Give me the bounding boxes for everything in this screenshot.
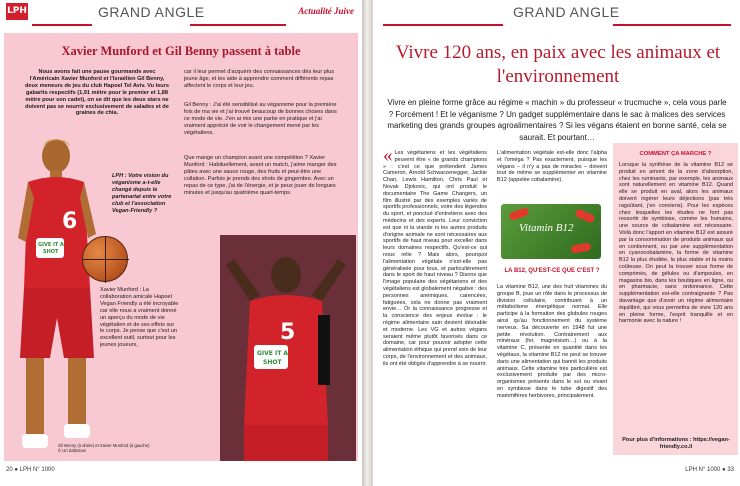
caption-text: Gil Benny (à droite) et Xavier Munford (à gauche) bbox=[58, 443, 150, 448]
pill-icon bbox=[570, 242, 591, 253]
image-label: Vitamin B12 bbox=[519, 222, 574, 234]
rubric-label: Actualité Juive bbox=[298, 6, 354, 16]
subheading: LA B12, QU'EST-CE QUE C'EST ? bbox=[504, 268, 600, 274]
article-column-2: L'alimentation végétale est-elle donc l'alpha et l'oméga ? Pas exactement, puisque les végans – il n'y a pas de miracles – doivent tout de même se supplémenter en vitamine B12 (appelée cobalamine). bbox=[497, 150, 607, 184]
vitamin-b12-image bbox=[501, 204, 601, 259]
page-folio: 20 ● LPH N° 1000 bbox=[6, 467, 55, 473]
right-page bbox=[373, 0, 740, 486]
header-rule bbox=[383, 24, 503, 26]
article-paragraph: car il leur permet d'acquérir des connaissances dès leur plus jeune âge, et les aide à apprendre comment différents repas affectent le corps et leur jeu. bbox=[184, 69, 334, 89]
section-title: GRAND ANGLE bbox=[513, 4, 620, 20]
header-rule bbox=[613, 24, 731, 26]
article-title: Vivre 120 ans, en paix avec les animaux et l'environnement bbox=[395, 42, 721, 87]
sidebar-box-text: Lorsque la synthèse de la vitamine B12 se produit en amont de la zone d'absorption, chez les ruminants, par exemple, les animaux sont naturellement en vitamine B12. Quand elle se produit en aval, alors les animaux doivent ingérer leurs déjections (pas très ragoûtant, j'en conviens). Pour les espèces chez lesquelles les études ne font pas ressortir de symbiose, comme les humains, une source de cobalamine est nécessaire. Voilà donc l'apport en vitamine B12 est assuré par la consommation de produits animaux qui en contiennent, ou par une supplémentation en cyanocobalamine, la forme de vitamine B12 la plus étudiée, la plus stable et la moins coûteuse. On peut la trouver sous forme de comprimés, de gélules ou d'ampoules, en magasins bio, dans les boutiques en ligne, ou en pharmacie, sans ordonnance. Cette supplémentation est-elle contraignante ? Pas davantage que d'avoir un régime alimentaire équilibré, qui vous permettra de vivre 120 ans en pleine forme, l'esprit tranquille et en harmonie avec la nature ! bbox=[619, 162, 733, 325]
page-header bbox=[0, 0, 362, 26]
pill-icon bbox=[508, 207, 530, 221]
svg-text:SHOT: SHOT bbox=[263, 359, 282, 366]
header-rule bbox=[190, 24, 286, 26]
page-gutter bbox=[362, 0, 373, 486]
photo-caption bbox=[58, 443, 149, 453]
svg-text:SHOT: SHOT bbox=[43, 249, 59, 255]
article-title: Xavier Munford et Gil Benny passent à table bbox=[61, 44, 301, 58]
player-photo-benny bbox=[220, 235, 356, 461]
left-page bbox=[0, 0, 362, 486]
article-paragraph: Gil Benny : J'ai été sensibilisé au véganisme pour la première fois de ma vie et j'ai trouvé beaucoup de bonnes choses dans ce mode de vie. J'en ai mis une partie en pratique et j'ai vraiment apprécié de voir le changement mené par les végétaliens. bbox=[184, 102, 337, 136]
basketball bbox=[82, 236, 128, 282]
svg-text:GIVE IT A: GIVE IT A bbox=[257, 350, 289, 357]
photo-credit: © Uri Zaltzman bbox=[58, 448, 86, 453]
page-folio: LPH N° 1000 ● 33 bbox=[685, 467, 734, 473]
interview-answer: Xavier Munford : La collaboration amicale Hapoel Vegan Friendly a été incroyable car elle nous a vraiment donné un aperçu du mode de vie végétalien et de ses effets sur le corps. Je pense que c'est un excellent outil, surtout pour les jeunes joueurs, bbox=[100, 287, 179, 349]
svg-text:5: 5 bbox=[280, 320, 296, 345]
header-rule bbox=[32, 24, 92, 26]
sidebar-box-info: Pour plus d'informations : https://vegan-friendly.co.il bbox=[622, 437, 730, 450]
article-column-1 bbox=[383, 145, 487, 368]
column-text: Les végétariens et les végétaliens peuvent être « de grands champions » : c'est ce que prétendent James Cameron, Arnold Schwarzenegger, Jackie Chan, Lewis Hamilton, Chris Paul et Novak Djokovic, qui ont produit le documentaire The Game Changers, un film illustré par des exemples variés de sportifs professionnels, voire des légendes du sport, et ponctué d'entretiens avec des médecins et des experts. Leur conviction est que ni la viande ni les autres produits d'origine animale ne sont nécessaires aux sportifs de haut niveau pour exceller dans leurs domaines respectifs. Qu'est-ce qui nous relie ? Mais alors, pourquoi l'alimentation végétale n'est-elle pas généralisée pour tous, et particulièrement dans le sport de haut niveau ? Disons que l'image populaire des végétariens et des végétaliens est globalement négative : des personnes anémiques, carencées, fatiguées, cela ne donne pas vraiment envie… Or la connaissance progresse et la conscience des enjeux évolue : le régime alimentaire sain devient désirable et moderne. Les VG et autres végans seraient même plutôt favorisés dans ce domaine, car pour pouvoir adopter cette alimentation éthique qui prend soin de leur corps, de l'environnement et des animaux, ils ont été obligés d'apprendre à se nourrir. bbox=[383, 150, 487, 367]
article-intro: Nous avons fait une pause gourmande avec l'Américain Xavier Munford et l'Israélien Gil Benny, deux meneurs de jeu du club Hapoel Tel Aviv. Vu leurs gabarits respectifs (1,91 mètre pour le premier et 1,88 mètre pour son cadet), on se dit que les deux stars ne doivent pas se nourrir exclusivement de salades et de graines de chia. bbox=[24, 69, 170, 117]
jersey-sponsor-text: GIVE IT A bbox=[38, 242, 64, 248]
lph-logo: LPH bbox=[6, 3, 28, 20]
player-photo-munford bbox=[10, 138, 110, 460]
quote-mark-icon: « bbox=[383, 145, 393, 166]
svg-text:6: 6 bbox=[62, 209, 78, 234]
pill-icon bbox=[574, 208, 596, 224]
section-title: GRAND ANGLE bbox=[98, 4, 205, 20]
article-paragraph: Que mange un champion avant une compétition ? Xavier Munford : Habituellement, avant un match, j'aime manger des pâtes avec une sauce rouge, des fruits et peut-être une collation. Parfois je prends des shots de gingembre. Avec un repas de ce type, j'ai de l'énergie, et je peux jouer de longues minutes et jusqu'au quatrième quart-temps. bbox=[184, 155, 337, 196]
article-lead: Vivre en pleine forme grâce au régime « machin » du professeur « trucmuche », cela vous parle ? Forcément ! Et le véganisme ? Un gadget supplémentaire dans le sac à malices des services marketing des grands groupes agroalimentaires ? Si les végans étaient en bonne santé, cela se saurait. Et pourtant… bbox=[387, 98, 727, 142]
article-column-2-continued: La vitamine B12, une des huit vitamines du groupe B, joue un rôle dans le processus de division cellulaire, contribuant à un métabolisme énergétique normal. Elle participe à la formation des globules rouges ainsi qu'au fonctionnement du système nerveux. Sa découverte en 1948 fut une petite révolution. Contrairement aux minéraux (fer, magnésium…) ou à la vitamine C, présente en quantité dans les végétaux, la vitamine B12 ne peut se trouver dans une alimentation qui bannit les produits animaux. Cette vitamine très particulière est exclusivement produite par des micro-organismes présents dans le sol ou vivant en symbiose dans le tube digestif des mammifères herbivores, principalement. bbox=[497, 284, 607, 399]
interview-question: LPH : Votre vision du véganisme a-t-elle changé depuis le partenariat entre votre club et l'association Vegan-Friendly ? bbox=[112, 173, 172, 214]
sidebar-box-title: COMMENT ÇA MARCHE ? bbox=[639, 151, 712, 157]
